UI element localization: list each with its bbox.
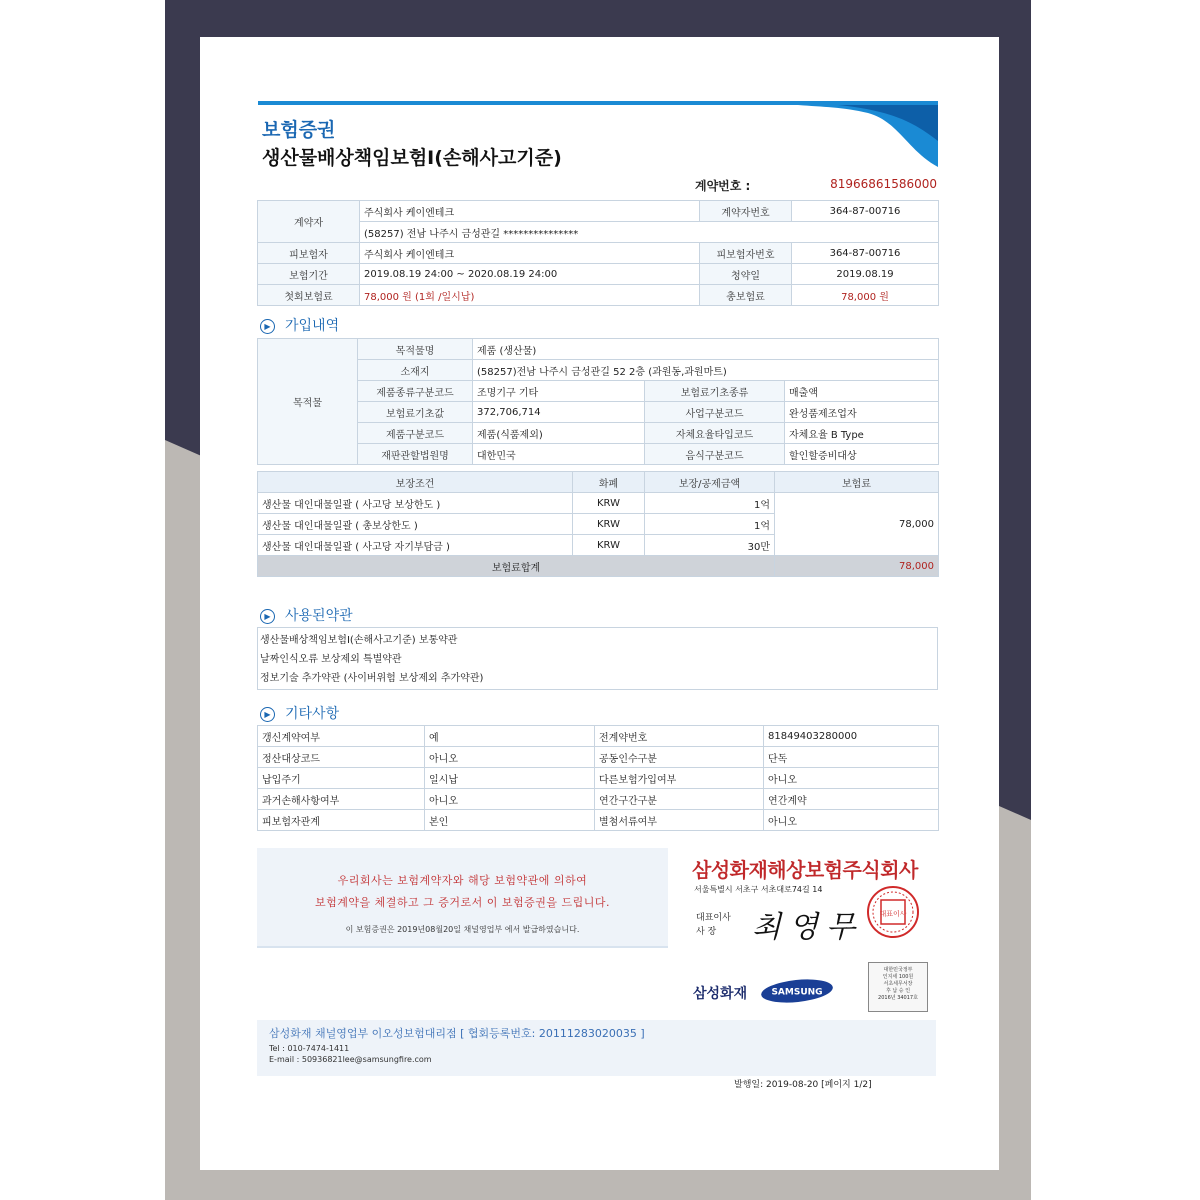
subscription-date: 2019.08.19 xyxy=(792,264,939,285)
misc-label: 납입주기 xyxy=(258,768,425,789)
section-subscription-title: 가입내역 xyxy=(285,318,340,334)
coverage-table xyxy=(257,471,939,577)
list-item: 날짜인식오류 보상제외 특별약관 xyxy=(260,654,402,665)
company-seal-icon xyxy=(866,885,920,939)
cert-line: 인지세 100원 xyxy=(882,974,914,980)
misc-value: 예 xyxy=(425,726,595,747)
table-row xyxy=(258,726,939,747)
arrow-circle-icon: ▶ xyxy=(260,609,275,624)
product-code: 제품(식품제외) xyxy=(473,423,645,444)
agent-line: 삼성화재 채널영업부 이오성보험대리점 [ 협회등록번호: 20111283020035 ] xyxy=(269,1027,645,1040)
first-premium-label: 첫회보험료 xyxy=(258,285,360,306)
list-item: 생산물배상책임보험Ⅰ(손해사고기준) 보통약관 xyxy=(260,635,458,646)
table-row xyxy=(258,789,939,810)
section-terms xyxy=(260,605,353,625)
total-value: 78,000 xyxy=(775,556,939,577)
misc-table xyxy=(257,725,939,831)
ceo-role xyxy=(696,911,731,939)
table-row xyxy=(258,768,939,789)
ceo-role-line-2: 사 장 xyxy=(696,927,717,937)
company-name: 삼성화재해상보험주식회사 xyxy=(692,858,918,882)
agent-email: E-mail : 50936821lee@samsungfire.com xyxy=(269,1055,432,1064)
notice-line-3: 이 보험증권은 2019년08월20일 채널영업부 에서 발급하였습니다. xyxy=(345,925,580,934)
jurisdiction: 대한민국 xyxy=(473,444,645,465)
ceo-role-line-1: 대표이사 xyxy=(696,913,731,923)
misc-label: 공동인수구분 xyxy=(595,747,764,768)
misc-value: 아니오 xyxy=(425,747,595,768)
product-code-label: 제품구분코드 xyxy=(358,423,473,444)
subject-table xyxy=(257,338,939,465)
misc-value: 아니오 xyxy=(764,768,939,789)
misc-label: 다른보험가입여부 xyxy=(595,768,764,789)
cert-line: 대한민국정부 xyxy=(883,967,913,973)
contractor-regno: 364-87-00716 xyxy=(792,201,939,222)
product-class: 조명기구 기타 xyxy=(473,381,645,402)
section-misc-title: 기타사항 xyxy=(285,706,340,722)
stamp-tax-certificate xyxy=(868,962,928,1012)
insured-label: 피보험자 xyxy=(258,243,360,264)
food-code-label: 음식구분코드 xyxy=(645,444,785,465)
subscription-date-label: 청약일 xyxy=(700,264,792,285)
item-name: 제품 (생산물) xyxy=(473,339,939,360)
misc-label: 별첨서류여부 xyxy=(595,810,764,831)
misc-value: 단독 xyxy=(764,747,939,768)
contractor-regno-label: 계약자번호 xyxy=(700,201,792,222)
premium-base-type: 매출액 xyxy=(785,381,939,402)
total-row xyxy=(258,556,939,577)
coverage-header-amount: 보장/공제금액 xyxy=(645,472,775,493)
table-row xyxy=(258,810,939,831)
self-rate-label: 자체요율타입코드 xyxy=(645,423,785,444)
coverage-amount: 30만 xyxy=(645,535,775,556)
misc-label: 갱신계약여부 xyxy=(258,726,425,747)
coverage-name: 생산물 대인대물일괄 ( 사고당 보상한도 ) xyxy=(258,493,573,514)
agent-tel: Tel : 010-7474-1411 xyxy=(269,1044,350,1053)
section-misc xyxy=(260,703,339,723)
brand-name: 삼성화재 xyxy=(693,986,748,1002)
issue-date: 발행일: 2019-08-20 [페이지 1/2] xyxy=(734,1080,872,1090)
food-code: 할인할증비대상 xyxy=(785,444,939,465)
coverage-currency: KRW xyxy=(573,493,645,514)
notice-box xyxy=(257,848,668,948)
business-code: 완성품제조업자 xyxy=(785,402,939,423)
contract-no: 81966861586000 xyxy=(830,177,937,191)
total-label: 보험료합계 xyxy=(258,556,775,577)
subject-label: 목적물 xyxy=(258,339,358,465)
insured-name: 주식회사 케이엔테크 xyxy=(360,243,700,264)
jurisdiction-label: 재판관할법원명 xyxy=(358,444,473,465)
total-premium: 78,000 원 xyxy=(792,285,939,306)
coverage-header-premium: 보험료 xyxy=(775,472,939,493)
misc-label: 피보험자관계 xyxy=(258,810,425,831)
coverage-amount: 1억 xyxy=(645,493,775,514)
coverage-header-condition: 보장조건 xyxy=(258,472,573,493)
first-premium: 78,000 원 (1회 /일시납) xyxy=(360,285,700,306)
period: 2019.08.19 24:00 ~ 2020.08.19 24:00 xyxy=(360,264,700,285)
section-subscription xyxy=(260,315,339,335)
business-code-label: 사업구분코드 xyxy=(645,402,785,423)
page-title: 보험증권 xyxy=(262,119,336,141)
list-item: 정보기술 추가약관 (사이버위험 보상제외 추가약관) xyxy=(260,673,484,684)
premium-base-type-label: 보험료기초종류 xyxy=(645,381,785,402)
contractor-label: 계약자 xyxy=(258,201,360,243)
cert-line: 후 납 승 인 xyxy=(885,988,911,994)
table-row xyxy=(258,747,939,768)
notice-line-2: 보험계약을 체결하고 그 증거로서 이 보험증권을 드립니다. xyxy=(315,896,610,909)
location-label: 소재지 xyxy=(358,360,473,381)
contractor-name: 주식회사 케이엔테크 xyxy=(360,201,700,222)
coverage-name: 생산물 대인대물일괄 ( 총보상한도 ) xyxy=(258,514,573,535)
coverage-currency: KRW xyxy=(573,514,645,535)
seal-text: 대표이사 xyxy=(879,910,907,918)
item-name-label: 목적물명 xyxy=(358,339,473,360)
premium-base-label: 보험료기초값 xyxy=(358,402,473,423)
misc-label: 연간구간구분 xyxy=(595,789,764,810)
period-label: 보험기간 xyxy=(258,264,360,285)
arrow-circle-icon: ▶ xyxy=(260,319,275,334)
total-premium-label: 총보험료 xyxy=(700,285,792,306)
summary-table xyxy=(257,200,939,306)
samsung-logo-text: SAMSUNG xyxy=(771,987,823,998)
coverage-header-currency: 화폐 xyxy=(573,472,645,493)
arrow-circle-icon: ▶ xyxy=(260,707,275,722)
misc-value: 81849403280000 xyxy=(764,726,939,747)
misc-label: 과거손해사항여부 xyxy=(258,789,425,810)
misc-value: 본인 xyxy=(425,810,595,831)
misc-value: 일시납 xyxy=(425,768,595,789)
product-class-label: 제품종류구분코드 xyxy=(358,381,473,402)
location: (58257)전남 나주시 금성관길 52 2층 (과원동,과원마트) xyxy=(473,360,939,381)
table-row xyxy=(258,493,939,514)
coverage-premium: 78,000 xyxy=(775,493,939,556)
terms-list xyxy=(257,627,938,690)
company-address: 서울특별시 서초구 서초대로74길 14 xyxy=(694,885,823,894)
insured-regno: 364-87-00716 xyxy=(792,243,939,264)
cert-line: 서초세무서장 xyxy=(883,981,913,987)
contract-no-label: 계약번호 : xyxy=(695,179,751,193)
product-title: 생산물배상책임보험Ⅰ(손해사고기준) xyxy=(262,147,562,169)
premium-base: 372,706,714 xyxy=(473,402,645,423)
coverage-amount: 1억 xyxy=(645,514,775,535)
misc-value: 아니오 xyxy=(425,789,595,810)
contractor-address: (58257) 전남 나주시 금성관길 *************** xyxy=(360,222,939,243)
self-rate: 자체요율 B Type xyxy=(785,423,939,444)
notice-line-1: 우리회사는 보험계약자와 해당 보험약관에 의하여 xyxy=(337,874,588,887)
insured-regno-label: 피보험자번호 xyxy=(700,243,792,264)
coverage-name: 생산물 대인대물일괄 ( 사고당 자기부담금 ) xyxy=(258,535,573,556)
ceo-signature: 최영무 xyxy=(752,910,863,945)
cert-line: 2016년 34017호 xyxy=(878,995,918,1001)
misc-value: 아니오 xyxy=(764,810,939,831)
coverage-currency: KRW xyxy=(573,535,645,556)
misc-label: 정산대상코드 xyxy=(258,747,425,768)
agent-box xyxy=(257,1020,936,1076)
misc-value: 연간계약 xyxy=(764,789,939,810)
samsung-logo-icon xyxy=(760,978,834,1004)
misc-label: 전계약번호 xyxy=(595,726,764,747)
section-terms-title: 사용된약관 xyxy=(285,608,353,624)
